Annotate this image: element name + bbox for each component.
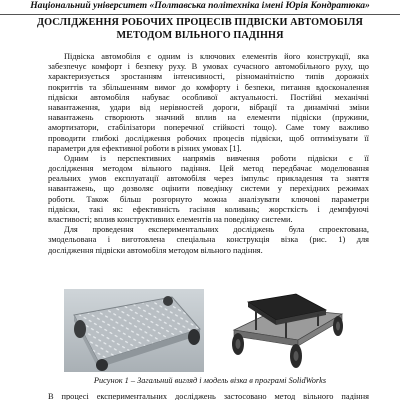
body-line: характеризується зростанням інтенсивності, різноманітністю типів дорожніх	[48, 72, 369, 82]
body-line: забезпечує комфорт і безпеку руху. В умовах сучасного автомобільного руху, що	[48, 62, 369, 72]
body-line: підвіски, такі як: ефективність гасіння коливань; жорсткість і демпфуючі	[48, 204, 369, 214]
body-line: параметри для ефективної роботи в різних умовах [1].	[48, 143, 242, 153]
body-line: навантажень, що дозволяє оцінити поведінку системи у перехідних режимах	[48, 184, 369, 194]
body-line: навантаження, удари від нерівностей дороги, вібрації та динамічні зміни	[48, 102, 369, 112]
body-line: підвіски автомобіля набуває особливої актуальності. Постійні механічні	[48, 92, 369, 102]
body-line: покриттів та збільшенням вимог до комфорту і безпеки, питання вдосконалення	[48, 82, 369, 92]
title-line: ДОСЛІДЖЕННЯ РОБОЧИХ ПРОЦЕСІВ ПІДВІСКИ АВТОМОБІЛЯ	[37, 17, 363, 28]
article-body	[48, 52, 369, 256]
body-line: роботи. Також більш розгорнуто можна аналізувати ключові параметри	[48, 194, 369, 204]
body-line: реальних умов експлуатації автомобіля через імпульс прикладення та зняття	[48, 174, 369, 184]
cart-solidworks-model	[226, 286, 346, 372]
running-header: Національний університет «Полтавська політехніка імені Юрія Кондратюка»	[0, 0, 400, 15]
body-line: амортизатори, стабілізатори поперечної стійкості тощо). Саме тому важливо	[48, 123, 369, 133]
body-line: змодельована і виготовлена спеціальна конструкція візка (рис. 1) для	[48, 235, 369, 245]
body-line: Одним із перспективних напрямів вивчення роботи підвіски є її	[64, 153, 369, 163]
article-title	[20, 16, 380, 42]
title-line: МЕТОДОМ ВІЛЬНОГО ПАДІННЯ	[116, 30, 284, 41]
cart-photo	[64, 289, 204, 372]
body-line: проводити глибокі дослідження робочих процесів підвіски, щоб оптимізувати її	[48, 133, 369, 143]
figure-caption: Рисунок 1 – Загальний вигляд і модель візка в програмі SolidWorks	[93, 376, 327, 385]
body-line: навантажень створюють значний вплив на елементи підвіски (пружини,	[48, 113, 369, 123]
body-line: Для проведення експериментальних досліджень була спроектована,	[64, 225, 369, 235]
body-line: дослідження підвіски автомобіля методом вільного падіння.	[48, 245, 263, 255]
body-line: дослідження методом вільного падіння. Цей метод передбачає моделювання	[48, 164, 369, 174]
body-line: В процесі експериментальних досліджень застосовано метод вільного падіння	[48, 392, 369, 400]
body-line: властивості; вплив конструктивних елементів на поведінку системи.	[48, 215, 293, 224]
body-line: Підвіска автомобіля є одним із ключових елементів його конструкції, яка	[64, 52, 369, 61]
next-paragraph-partial	[48, 392, 369, 400]
